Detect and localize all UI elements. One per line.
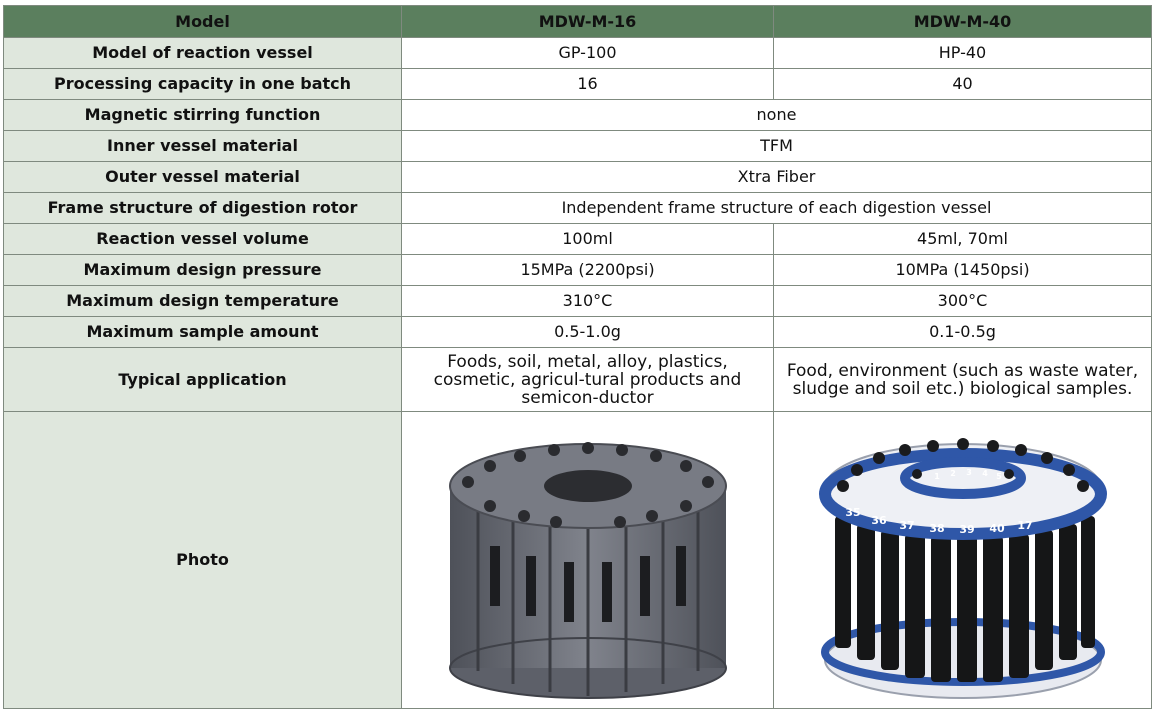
row-label: Photo: [4, 412, 402, 709]
cell-value: 0.1-0.5g: [774, 317, 1152, 348]
table-row: [4, 255, 1152, 286]
row-label: Model of reaction vessel: [4, 38, 402, 69]
table-row-photo: [4, 412, 1152, 709]
table-row: [4, 100, 1152, 131]
cell-value: Xtra Fiber: [402, 162, 1152, 193]
ring-number: 3: [965, 468, 972, 477]
table-row: [4, 69, 1152, 100]
cell-value: 10MPa (1450psi): [774, 255, 1152, 286]
cell-value: 300°C: [774, 286, 1152, 317]
ring-number: 2: [949, 469, 956, 478]
ring-number: 4: [981, 469, 988, 478]
cell-value: 40: [774, 69, 1152, 100]
row-label: Maximum design temperature: [4, 286, 402, 317]
table-row-application: [4, 348, 1152, 412]
cell-value: Independent frame structure of each digestion vessel: [402, 193, 1152, 224]
table-row: [4, 38, 1152, 69]
cell-value: 16: [402, 69, 774, 100]
ring-number: 36: [870, 514, 887, 527]
table-row: [4, 286, 1152, 317]
ring-number: 17: [1016, 519, 1033, 532]
ring-number: 1: [933, 472, 940, 481]
row-label: Outer vessel material: [4, 162, 402, 193]
cell-value: none: [402, 100, 1152, 131]
header-model: Model: [4, 6, 402, 38]
row-label: Maximum design pressure: [4, 255, 402, 286]
row-label: Reaction vessel volume: [4, 224, 402, 255]
cell-value: HP-40: [774, 38, 1152, 69]
cell-value: Food, environment (such as waste water, sludge and soil etc.) biological samples.: [774, 348, 1152, 412]
header-mdw-m-40: MDW-M-40: [774, 6, 1152, 38]
header-row: [4, 6, 1152, 38]
cell-value: 310°C: [402, 286, 774, 317]
table-row: [4, 224, 1152, 255]
rotor-16-image: [428, 416, 748, 704]
table-row: [4, 193, 1152, 224]
row-label: Inner vessel material: [4, 131, 402, 162]
ring-number: 5: [995, 472, 1002, 481]
ring-number: 39: [958, 523, 975, 536]
header-mdw-m-16: MDW-M-16: [402, 6, 774, 38]
row-label: Typical application: [4, 348, 402, 412]
cell-value: Foods, soil, metal, alloy, plastics, cosmetic, agricul-tural products and semicon-ductor: [402, 348, 774, 412]
row-label: Processing capacity in one batch: [4, 69, 402, 100]
cell-value: 0.5-1.0g: [402, 317, 774, 348]
cell-value: 100ml: [402, 224, 774, 255]
rotor-40-image: [813, 416, 1113, 704]
photo-mdw-m-40: [774, 412, 1152, 709]
ring-number: 38: [928, 522, 945, 535]
cell-value: 15MPa (2200psi): [402, 255, 774, 286]
spec-table: [3, 5, 1152, 709]
ring-number: 37: [898, 519, 915, 532]
ring-number: 35: [844, 506, 861, 519]
ring-number: 40: [988, 522, 1005, 535]
table-row: [4, 162, 1152, 193]
row-label: Maximum sample amount: [4, 317, 402, 348]
photo-mdw-m-16: [402, 412, 774, 709]
table-row: [4, 317, 1152, 348]
cell-value: TFM: [402, 131, 1152, 162]
cell-value: GP-100: [402, 38, 774, 69]
table-row: [4, 131, 1152, 162]
row-label: Magnetic stirring function: [4, 100, 402, 131]
cell-value: 45ml, 70ml: [774, 224, 1152, 255]
row-label: Frame structure of digestion rotor: [4, 193, 402, 224]
